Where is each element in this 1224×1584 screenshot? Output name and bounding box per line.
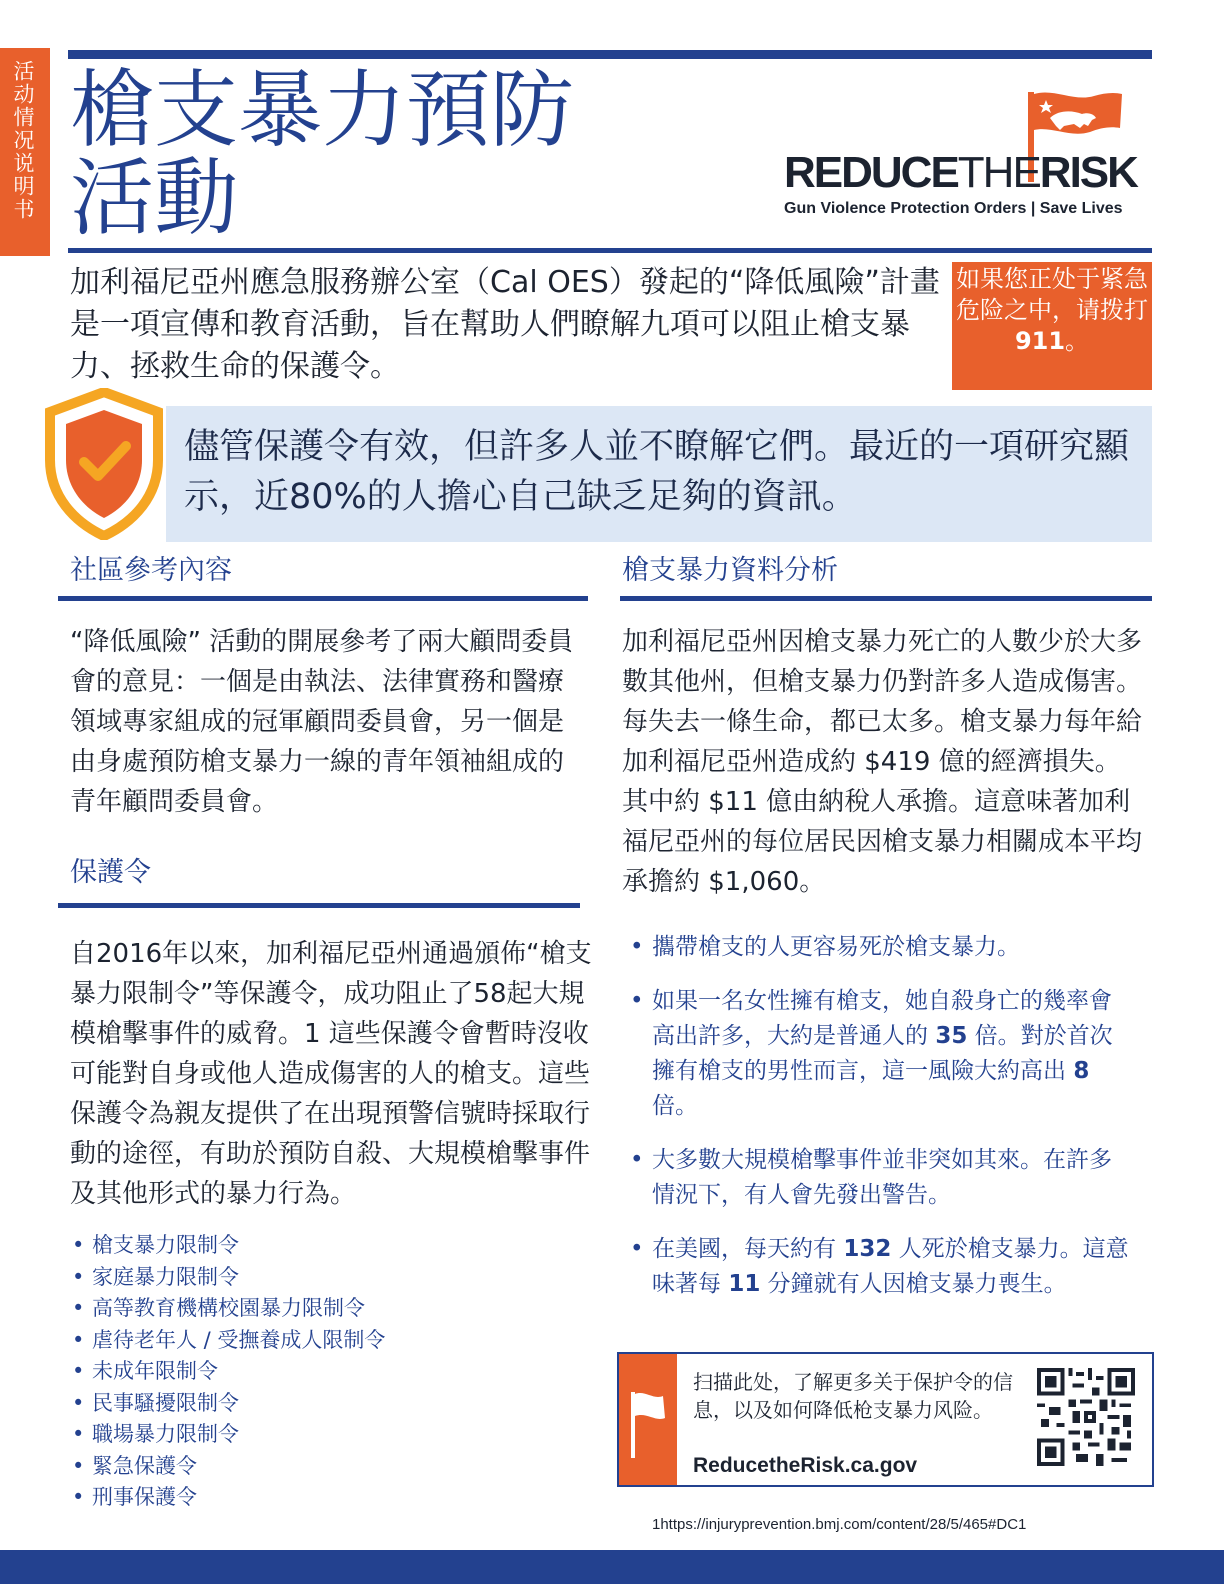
stat-item: • 如果一名女性擁有槍支，她自殺身亡的幾率會高出許多，大約是普通人的 35 倍。對於首次擁有槍支的男性而言，這一風險大約高出 8 倍。 <box>630 984 1130 1124</box>
title-line-1: 槍支暴力預防 <box>70 61 575 159</box>
list-item: • 槍支暴力限制令 <box>72 1230 592 1262</box>
protection-order-list <box>72 1230 592 1514</box>
qr-code-icon[interactable] <box>1037 1368 1135 1466</box>
orders-body: 自2016年以來，加利福尼亞州通過頒佈“槍支暴力限制令”等保護令，成功阻止了58起大規模槍擊事件的威脅。1 這些保護令會暫時沒收可能對自身或他人造成傷害的人的槍支。這些保護令為親友提供了在出現預警信號時採取行動的途徑，有助於預防自殺、大規模槍擊事件及其他形式的暴力行為。 <box>70 939 592 1209</box>
logo-tagline: Gun Violence Protection Orders | Save Lives <box>784 200 1123 217</box>
callout-text: 儘管保護令有效，但許多人並不瞭解它們。最近的一項研究顯示，近80%的人擔心自己缺乏足夠的資訊。 <box>184 427 1130 517</box>
list-item: • 職場暴力限制令 <box>72 1419 592 1451</box>
page-title <box>70 61 790 247</box>
list-item: • 民事騷擾限制令 <box>72 1388 592 1420</box>
list-item: • 虐待老年人 / 受撫養成人限制令 <box>72 1325 592 1357</box>
analysis-section-title: 槍支暴力資料分析 <box>622 555 838 586</box>
stat-item: • 大多數大規模槍擊事件並非突如其來。在許多情況下，有人會先發出警告。 <box>630 1143 1130 1213</box>
community-body: “降低風險” 活動的開展參考了兩大顧問委員會的意見：一個是由執法、法律實務和醫療領域專家組成的冠軍顧問委員會，另一個是由身處預防槍支暴力一線的青年領袖組成的青年顧問委員會。 <box>70 627 574 817</box>
header-divider <box>68 248 1152 253</box>
bottom-bar <box>0 1550 1224 1584</box>
orders-section-rule <box>58 903 580 908</box>
footnote: 1https://injuryprevention.bmj.com/content/28/5/465#DC1 <box>652 1516 1027 1533</box>
flag-icon <box>619 1354 677 1485</box>
intro-paragraph: 加利福尼亞州應急服務辦公室（Cal OES）發起的“降低風險”計畫是一項宣傳和教育活動，旨在幫助人們瞭解九項可以阻止槍支暴力、拯救生命的保護令。 <box>70 265 940 384</box>
side-tab-label: 活动情况说明书 <box>11 60 35 221</box>
qr-info-box <box>617 1352 1154 1487</box>
list-item: • 家庭暴力限制令 <box>72 1262 592 1294</box>
list-item: • 未成年限制令 <box>72 1356 592 1388</box>
reduce-the-risk-logo <box>780 88 1150 228</box>
statistics-list <box>630 930 1130 1321</box>
list-item: • 緊急保護令 <box>72 1451 592 1483</box>
statistic-callout <box>166 406 1152 542</box>
qr-description: 扫描此处，了解更多关于保护令的信息，以及如何降低枪支暴力风险。 <box>693 1370 1013 1422</box>
analysis-section-rule <box>620 596 1152 601</box>
analysis-body: 加利福尼亞州因槍支暴力死亡的人數少於大多數其他州，但槍支暴力仍對許多人造成傷害。每失去一條生命，都已太多。槍支暴力每年給加利福尼亞州造成約 $419 億的經濟損失。其中約 $11 億由納稅人承擔。這意味著加利福尼亞州的每位居民因槍支暴力相關成本平均承擔約 $1,060。 <box>622 627 1143 897</box>
emergency-text: 如果您正处于紧急危险之中，请拨打 <box>956 265 1148 324</box>
shield-check-icon <box>44 388 164 540</box>
community-section-rule <box>58 596 588 601</box>
list-item: • 高等教育機構校園暴力限制令 <box>72 1293 592 1325</box>
orders-section-title: 保護令 <box>70 857 151 888</box>
stat-item: • 攜帶槍支的人更容易死於槍支暴力。 <box>630 930 1130 965</box>
top-rule <box>68 50 1152 59</box>
emergency-box: 如果您正处于紧急危险之中，请拨打911。 <box>952 262 1152 390</box>
list-item: • 刑事保護令 <box>72 1482 592 1514</box>
community-section-title: 社區參考內容 <box>70 555 232 586</box>
stat-item: • 在美國，每天約有 132 人死於槍支暴力。這意味著每 11 分鐘就有人因槍支暴力喪生。 <box>630 1232 1130 1302</box>
website-link[interactable]: ReducetheRisk.ca.gov <box>693 1454 918 1477</box>
title-line-2: 活動 <box>70 149 239 247</box>
emergency-number: 911 <box>1014 327 1066 355</box>
qr-flag-panel <box>619 1354 677 1485</box>
logo-wordmark: REDUCETHERISK <box>784 148 1137 197</box>
side-tab <box>0 48 50 256</box>
